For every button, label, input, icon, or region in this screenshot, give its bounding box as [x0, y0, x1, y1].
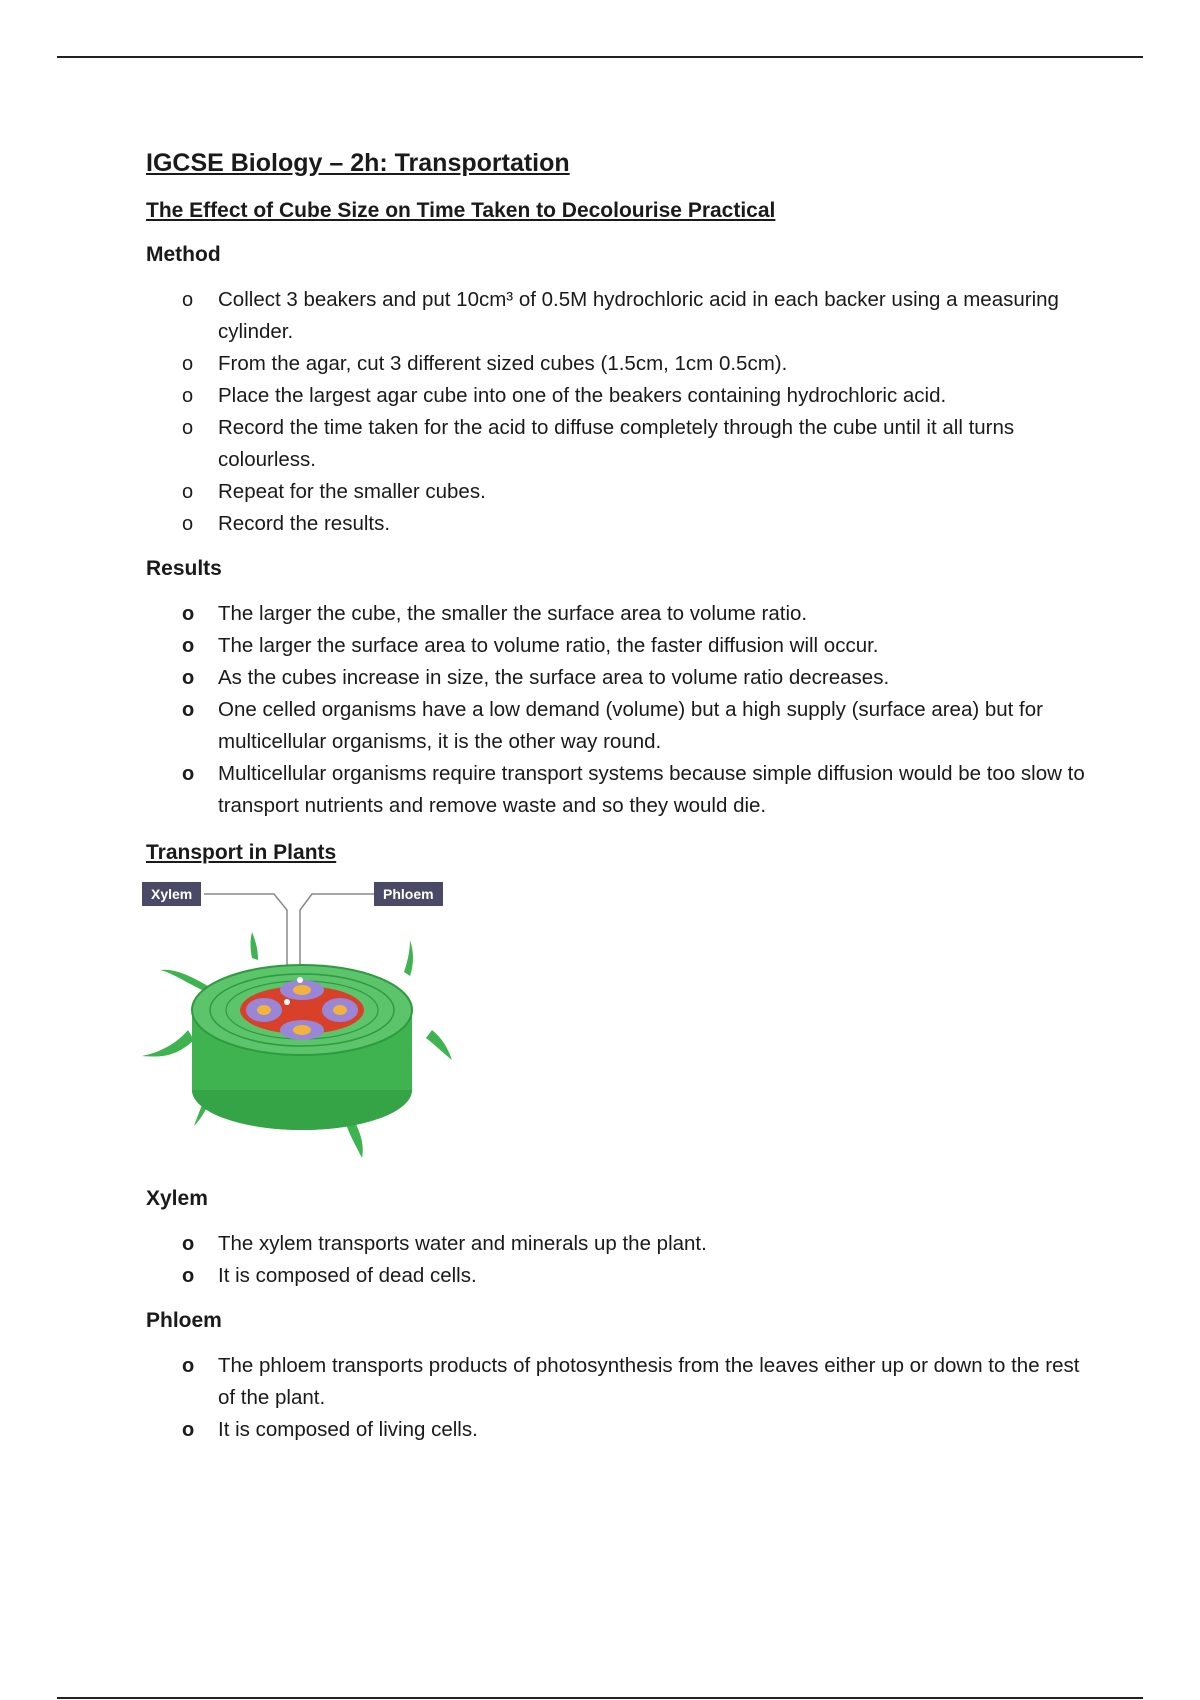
method-heading: Method: [146, 243, 221, 266]
practical-title: The Effect of Cube Size on Time Taken to Decolourise Practical: [146, 199, 776, 222]
list-item: o Record the time taken for the acid to diffuse completely through the cube until it all turns colourless.: [146, 412, 1086, 476]
list-item: o Place the largest agar cube into one of the beakers containing hydrochloric acid.: [146, 380, 1086, 412]
root-cross-section-illustration: [142, 880, 462, 1170]
list-item: o Repeat for the smaller cubes.: [146, 476, 1086, 508]
phloem-heading: Phloem: [146, 1309, 222, 1332]
list-item: o The phloem transports products of photosynthesis from the leaves either up or down to the rest of the plant.: [146, 1350, 1086, 1414]
bottom-rule: [57, 1697, 1143, 1699]
bullet-marker: o: [182, 513, 194, 535]
xylem-label: Xylem: [142, 882, 201, 906]
bullet-marker: o: [182, 603, 195, 625]
xylem-list: [146, 1228, 1086, 1292]
list-item: o Collect 3 beakers and put 10cm³ of 0.5M hydrochloric acid in each backer using a measuring cylinder.: [146, 284, 1086, 348]
phloem-label: Phloem: [374, 882, 443, 906]
list-item: o From the agar, cut 3 different sized cubes (1.5cm, 1cm 0.5cm).: [146, 348, 1086, 380]
bullet-marker: o: [182, 699, 195, 721]
list-item: o The xylem transports water and minerals up the plant.: [146, 1228, 1086, 1260]
bullet-marker: o: [182, 1233, 195, 1255]
document-body: [146, 140, 1086, 1446]
list-item: o As the cubes increase in size, the surface area to volume ratio decreases.: [146, 662, 1086, 694]
bullet-marker: o: [182, 1355, 195, 1377]
bullet-marker: o: [182, 1419, 195, 1441]
list-item: o It is composed of dead cells.: [146, 1260, 1086, 1292]
phloem-list: [146, 1350, 1086, 1446]
list-item: o The larger the cube, the smaller the surface area to volume ratio.: [146, 598, 1086, 630]
bullet-marker: o: [182, 385, 194, 407]
bullet-marker: o: [182, 481, 194, 503]
results-list: [146, 598, 1086, 822]
list-item: o Record the results.: [146, 508, 1086, 540]
bullet-marker: o: [182, 635, 195, 657]
document-title: IGCSE Biology – 2h: Transportation: [146, 149, 570, 177]
list-item: o It is composed of living cells.: [146, 1414, 1086, 1446]
bullet-marker: o: [182, 289, 194, 311]
method-list: [146, 284, 1086, 540]
bullet-marker: o: [182, 763, 195, 785]
results-heading: Results: [146, 557, 222, 580]
plants-heading: Transport in Plants: [146, 841, 337, 864]
bullet-marker: o: [182, 353, 194, 375]
top-rule: [57, 56, 1143, 58]
list-item: o Multicellular organisms require transport systems because simple diffusion would be too slow to transport nutrients and remove waste and so they would die.: [146, 758, 1086, 822]
bullet-marker: o: [182, 417, 194, 439]
root-cross-section-diagram: [142, 880, 462, 1170]
bullet-marker: o: [182, 1265, 195, 1287]
list-item: o One celled organisms have a low demand (volume) but a high supply (surface area) but for multicellular organisms, it is the other way round.: [146, 694, 1086, 758]
list-item: o The larger the surface area to volume ratio, the faster diffusion will occur.: [146, 630, 1086, 662]
bullet-marker: o: [182, 667, 195, 689]
xylem-heading: Xylem: [146, 1187, 208, 1210]
